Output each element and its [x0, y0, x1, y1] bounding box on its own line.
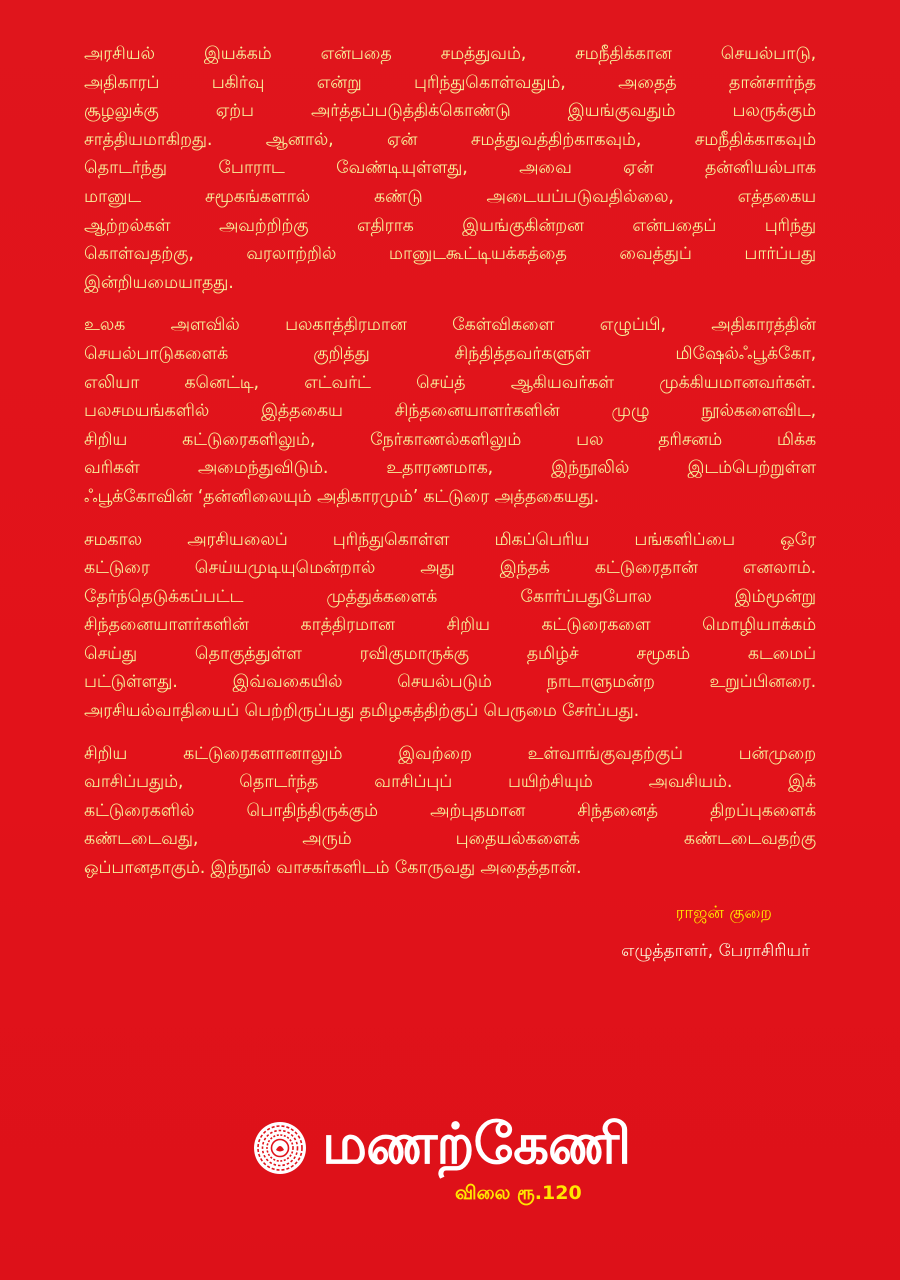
- paragraph-3: [84, 526, 816, 726]
- paragraph-4: [84, 740, 816, 883]
- text-line: சூழலுக்கு ஏற்ப அர்த்தப்படுத்திக்கொண்டு இயங்குவதும் பலருக்கும்: [84, 101, 816, 122]
- text-line: பலசமயங்களில் இத்தகைய சிந்தனையாளர்களின் முழு நூல்களைவிட,: [84, 401, 816, 422]
- text-line: ஒப்பானதாகும். இந்நூல் வாசகர்களிடம் கோருவது அதைத்தான்.: [84, 858, 582, 879]
- text-line: தொடர்ந்து போராட வேண்டியுள்ளது, அவை ஏன் தன்னியல்பாக: [84, 158, 816, 179]
- text-line: சாத்தியமாகிறது. ஆனால், ஏன் சமத்துவத்திற்காகவும், சமநீதிக்காகவும்: [84, 129, 816, 150]
- text-line: எலியா கனெட்டி, எட்வர்ட் செய்த் ஆகியவர்கள் முக்கியமானவர்கள்.: [84, 372, 816, 393]
- text-line: கட்டுரை செய்யமுடியுமென்றால் அது இந்தக் கட்டுரைதான் எனலாம்.: [84, 558, 816, 579]
- text-line: பட்டுள்ளது. இவ்வகையில் செயல்படும் நாடாளுமன்ற உறுப்பினரை.: [84, 672, 816, 693]
- text-line: கண்டடைவது, அரும் புதையல்களைக் கண்டடைவதற்கு: [84, 829, 816, 850]
- publisher-name: மணற்கேணி: [322, 1112, 631, 1177]
- text-line: அதிகாரப் பகிர்வு என்று புரிந்துகொள்வதும், அதைத் தான்சார்ந்த: [84, 72, 816, 93]
- text-line: இன்றியமையாதது.: [84, 272, 234, 293]
- text-line: செய்து தொகுத்துள்ள ரவிகுமாருக்கு தமிழ்ச் சமூகம் கடமைப்: [84, 643, 816, 664]
- author-name: ராஜன் குறை: [675, 903, 772, 923]
- text-line: அரசியல் இயக்கம் என்பதை சமத்துவம், சமநீதிக்கான செயல்பாடு,: [84, 44, 816, 64]
- paragraph-1: [84, 40, 816, 297]
- text-line: வரிகள் அமைந்துவிடும். உதாரணமாக, இந்நூலில் இடம்பெற்றுள்ள: [84, 458, 816, 479]
- text-line: மானுட சமூகங்களால் கண்டு அடையப்படுவதில்லை, எத்தகைய: [84, 186, 816, 207]
- author-role: எழுத்தாளர், பேராசிரியர்: [621, 941, 810, 961]
- text-line: கட்டுரைகளில் பொதிந்திருக்கும் அற்புதமான சிந்தனைத் திறப்புகளைக்: [84, 800, 816, 821]
- text-line: கொள்வதற்கு, வரலாற்றில் மானுடகூட்டியக்கத்தை வைத்துப் பார்ப்பது: [84, 244, 816, 265]
- spiral-shell-icon: [252, 1120, 308, 1176]
- text-line: சிந்தனையாளர்களின் காத்திரமான சிறிய கட்டுரைகளை மொழியாக்கம்: [84, 615, 816, 636]
- text-line: சிறிய கட்டுரைகளிலும், நேர்காணல்களிலும் பல தரிசனம் மிக்க: [84, 429, 816, 450]
- text-line: அரசியல்வாதியைப் பெற்றிருப்பது தமிழகத்திற்குப் பெருமை சேர்ப்பது.: [84, 701, 639, 722]
- text-line: தேர்ந்தெடுக்கப்பட்ட முத்துக்களைக் கோர்ப்பதுபோல இம்மூன்று: [84, 586, 816, 607]
- text-line: உலக அளவில் பலகாத்திரமான கேள்விகளை எழுப்பி, அதிகாரத்தின்: [84, 315, 816, 336]
- text-line: வாசிப்பதும், தொடர்ந்த வாசிப்புப் பயிற்சியும் அவசியம். இக்: [84, 772, 816, 793]
- paragraph-2: [84, 311, 816, 511]
- text-line: ஆற்றல்கள் அவற்றிற்கு எதிராக இயங்குகின்றன என்பதைப் புரிந்து: [84, 215, 816, 236]
- text-line: சிறிய கட்டுரைகளானாலும் இவற்றை உள்வாங்குவதற்குப் பன்முறை: [84, 743, 816, 764]
- price-label: விலை ரூ.120: [455, 1182, 582, 1204]
- text-line: செயல்பாடுகளைக் குறித்து சிந்தித்தவர்களுள் மிஷேல்ஃபூக்கோ,: [84, 343, 816, 364]
- text-line: ஃபூக்கோவின் ‘தன்னிலையும் அதிகாரமும்’ கட்டுரை அத்தகையது.: [84, 486, 600, 507]
- blurb-text: [84, 40, 816, 897]
- text-line: சமகால அரசியலைப் புரிந்துகொள்ள மிகப்பெரிய பங்களிப்பை ஒரே: [84, 529, 816, 550]
